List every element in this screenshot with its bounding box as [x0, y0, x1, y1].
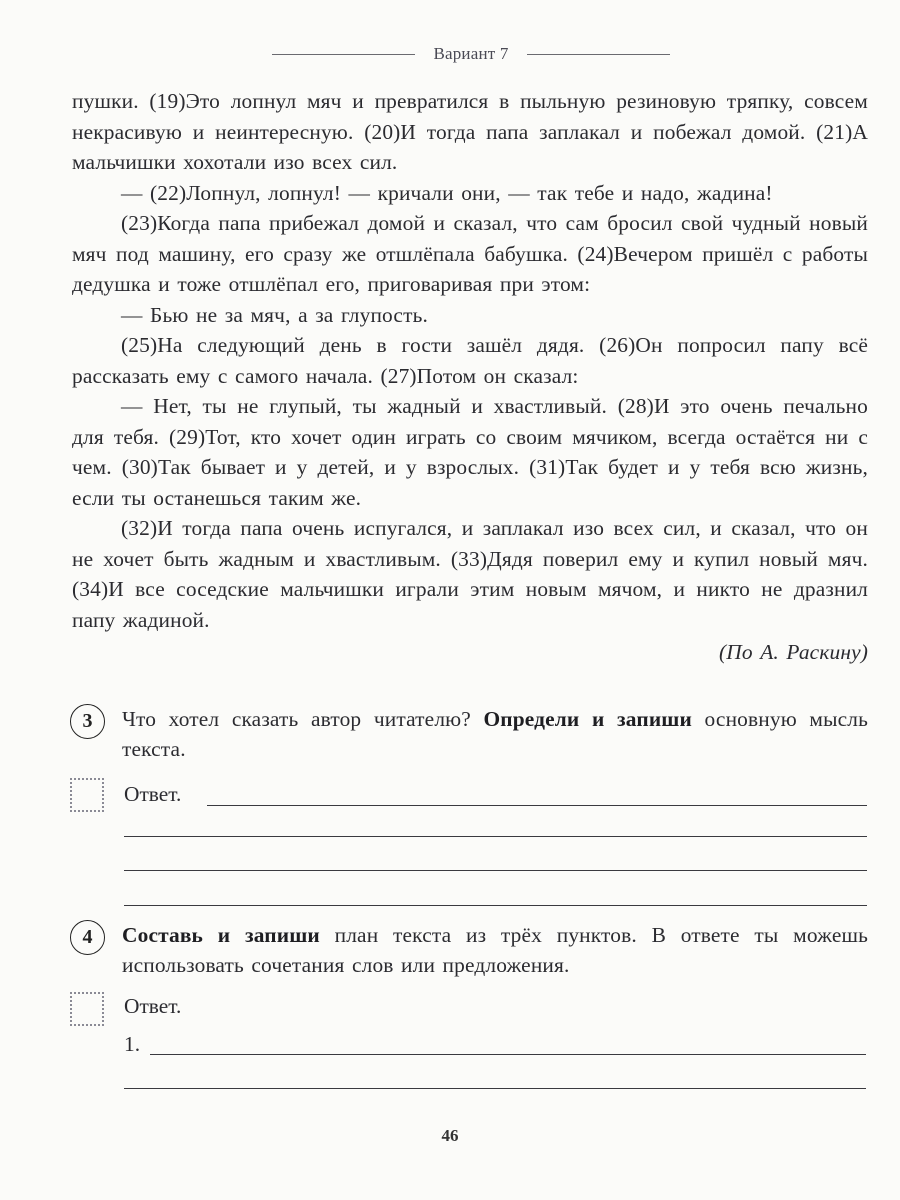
header-rule-right: [527, 54, 670, 55]
task-number-badge: 4: [70, 920, 105, 955]
task-prompt-text: план текста из трёх пунктов. В ответе ты можешь использовать сочетания слов или предложения.: [122, 923, 868, 977]
task-4: [70, 920, 870, 1100]
story-paragraph: — Нет, ты не глупый, ты жадный и хвастливый. (28)И это очень печально для тебя. (29)Тот, кто хочет один играть со своим мячиком, всегда остаётся ни с чем. (30)Так бывает и у детей, и у взрослых. (31)Так будет и у тебя всю жизнь, если ты останешься таким же.: [72, 394, 868, 510]
story-paragraph: — Бью не за мяч, а за глупость.: [121, 302, 428, 327]
answer-label: Ответ.: [124, 782, 182, 806]
task-prompt-emphasis: Составь и запиши: [122, 923, 320, 947]
score-checkbox[interactable]: [70, 778, 104, 812]
task-prompt: [122, 920, 868, 980]
answer-line[interactable]: [124, 836, 867, 837]
story-paragraph: (23)Когда папа прибежал домой и сказал, что сам бросил свой чудный новый мяч под машину, его сразу же отшлёпала бабушка. (24)Вечером пришёл с работы дедушка и тоже отшлёпал его, приговаривая при этом:: [72, 211, 868, 296]
answer-line[interactable]: [207, 805, 867, 806]
task-number-badge: 3: [70, 704, 105, 739]
task-prompt: [122, 704, 868, 764]
task-3: [70, 704, 870, 914]
story-attribution: (По А. Раскину): [719, 640, 868, 664]
task-prompt-text: основную мысль текста.: [122, 707, 868, 761]
answer-label: Ответ.: [124, 994, 182, 1018]
task-prompt-text: Что хотел сказать автор читателю?: [122, 707, 484, 731]
story-paragraph: — (22)Лопнул, лопнул! — кричали они, — так тебе и надо, жадина!: [121, 180, 773, 205]
page-number: 46: [441, 1126, 459, 1145]
story-paragraph: пушки. (19)Это лопнул мяч и превратился в пыльную резиновую тряпку, совсем некрасивую и неинтересную. (20)И тогда папа заплакал и побежал домой. (21)А мальчишки хохотали изо всех сил.: [72, 89, 868, 174]
story-paragraph: (32)И тогда папа очень испугался, и заплакал изо всех сил, и сказал, что он не хочет быть жадным и хвастливым. (33)Дядя поверил ему и купил новый мяч. (34)И все соседские мальчишки играли этим новым мячом, и никто не дразнил папу жадиной.: [72, 516, 868, 632]
story-paragraph: (25)На следующий день в гости зашёл дядя. (26)Он попросил папу всё рассказать ему с самого начала. (27)Потом он сказал:: [72, 333, 868, 388]
task-prompt-emphasis: Определи и запиши: [483, 707, 692, 731]
page-header: [272, 44, 670, 64]
header-rule-left: [272, 54, 415, 55]
story-text: [72, 86, 868, 668]
answer-line[interactable]: [124, 1088, 866, 1089]
score-checkbox[interactable]: [70, 992, 104, 1026]
plan-item-number: 1.: [124, 1032, 141, 1056]
answer-line[interactable]: [150, 1054, 866, 1055]
variant-title: Вариант 7: [433, 44, 509, 63]
answer-line[interactable]: [124, 870, 867, 871]
answer-line[interactable]: [124, 905, 867, 906]
